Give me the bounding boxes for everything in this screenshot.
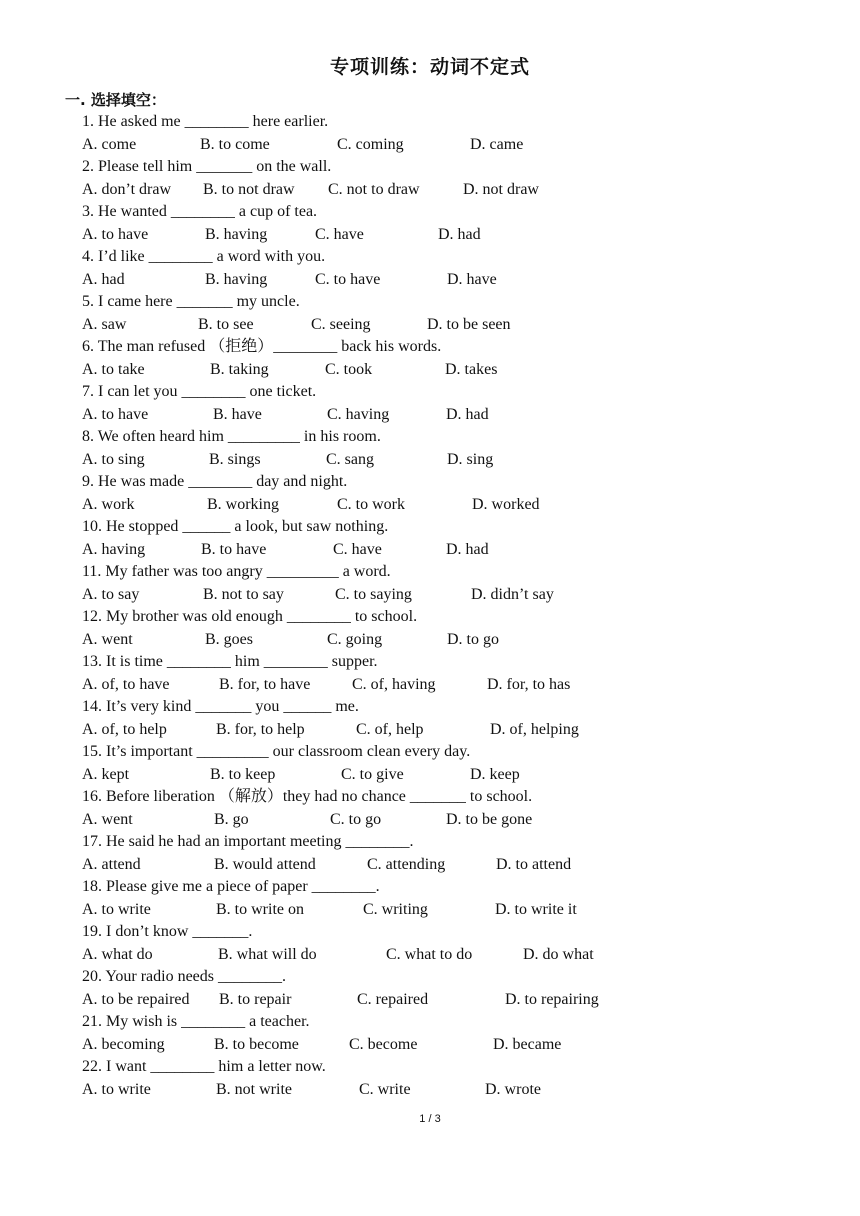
option-a: A. went: [82, 810, 133, 828]
question-item: [0, 786, 860, 831]
option-a: A. what do: [82, 945, 153, 963]
question-stem: 12. My brother was old enough ________ to school.: [82, 608, 418, 625]
option-a: A. to have: [82, 405, 149, 423]
option-b: B. to not draw: [203, 180, 295, 198]
option-d: D. came: [470, 135, 524, 153]
option-a: A. having: [82, 540, 146, 558]
option-c: C. have: [333, 540, 382, 558]
option-d: D. didn’t say: [471, 585, 554, 603]
question-stem: 21. My wish is ________ a teacher.: [82, 1013, 310, 1030]
question-item: [0, 516, 860, 561]
option-d: D. to repairing: [505, 990, 599, 1008]
option-d: D. to write it: [495, 900, 577, 918]
option-d: D. takes: [445, 360, 498, 378]
question-item: [0, 606, 860, 651]
option-b: B. sings: [209, 450, 261, 468]
option-a: A. work: [82, 495, 135, 513]
option-d: D. keep: [470, 765, 520, 783]
option-a: A. becoming: [82, 1035, 165, 1053]
option-c: C. going: [327, 630, 383, 648]
option-b: B. to see: [198, 315, 254, 333]
option-d: D. wrote: [485, 1080, 541, 1098]
question-stem: 3. He wanted ________ a cup of tea.: [82, 203, 318, 220]
option-c: C. to work: [337, 495, 405, 513]
option-a: A. to sing: [82, 450, 145, 468]
option-a: A. to say: [82, 585, 140, 603]
question-item: [0, 201, 860, 246]
option-a: A. kept: [82, 765, 130, 783]
option-b: B. to keep: [210, 765, 276, 783]
option-a: A. to take: [82, 360, 145, 378]
question-item: [0, 246, 860, 291]
option-d: D. had: [446, 540, 489, 558]
option-a: A. come: [82, 135, 137, 153]
option-b: B. to write on: [216, 900, 304, 918]
question-stem: 2. Please tell him _______ on the wall.: [82, 158, 332, 175]
option-c: C. having: [327, 405, 390, 423]
option-c: C. have: [315, 225, 364, 243]
option-c: C. of, having: [352, 675, 436, 693]
option-b: B. what will do: [218, 945, 317, 963]
option-d: D. to be gone: [446, 810, 533, 828]
option-d: D. of, helping: [490, 720, 579, 738]
question-item: [0, 696, 860, 741]
option-c: C. sang: [326, 450, 374, 468]
option-a: A. of, to help: [82, 720, 167, 738]
question-item: [0, 156, 860, 201]
question-item: [0, 381, 860, 426]
option-b: B. taking: [210, 360, 269, 378]
option-c: C. repaired: [357, 990, 429, 1008]
question-item: [0, 831, 860, 876]
question-stem: 10. He stopped ______ a look, but saw nothing.: [82, 518, 389, 535]
option-c: C. attending: [367, 855, 446, 873]
question-stem: 20. Your radio needs ________.: [82, 968, 286, 985]
question-item: [0, 651, 860, 696]
question-stem: 4. I’d like ________ a word with you.: [82, 248, 326, 265]
question-stem: 6. The man refused （拒绝）________ back his words.: [82, 338, 442, 355]
option-d: D. to go: [447, 630, 499, 648]
question-stem: 22. I want ________ him a letter now.: [82, 1058, 326, 1075]
option-b: B. to come: [200, 135, 270, 153]
page-title: 专项训练：动词不定式: [329, 56, 530, 78]
option-d: D. do what: [523, 945, 594, 963]
question-item: [0, 921, 860, 966]
option-a: A. went: [82, 630, 133, 648]
question-item: [0, 426, 860, 471]
option-b: B. to become: [214, 1035, 299, 1053]
question-stem: 8. We often heard him _________ in his room.: [82, 428, 381, 445]
option-c: C. of, help: [356, 720, 424, 738]
question-stem: 14. It’s very kind _______ you ______ me.: [82, 698, 359, 715]
option-d: D. to be seen: [427, 315, 511, 333]
question-stem: 19. I don’t know _______.: [82, 923, 253, 940]
option-b: B. not write: [216, 1080, 292, 1098]
option-d: D. to attend: [496, 855, 572, 873]
question-item: [0, 741, 860, 786]
question-stem: 7. I can let you ________ one ticket.: [82, 383, 317, 400]
question-item: [0, 1011, 860, 1056]
option-d: D. have: [447, 270, 497, 288]
question-stem: 18. Please give me a piece of paper ________.: [82, 878, 380, 895]
option-a: A. to write: [82, 1080, 151, 1098]
question-item: [0, 966, 860, 1011]
question-stem: 5. I came here _______ my uncle.: [82, 293, 300, 310]
option-b: B. go: [214, 810, 249, 828]
option-c: C. what to do: [386, 945, 473, 963]
section-heading: 一. 选择填空：: [65, 91, 166, 109]
option-d: D. sing: [447, 450, 494, 468]
question-item: [0, 1056, 860, 1101]
question-stem: 9. He was made ________ day and night.: [82, 473, 348, 490]
option-d: D. worked: [472, 495, 540, 513]
option-b: B. having: [205, 225, 268, 243]
option-d: D. had: [438, 225, 481, 243]
question-stem: 1. He asked me ________ here earlier.: [82, 113, 329, 130]
question-stem: 11. My father was too angry _________ a word.: [82, 563, 391, 580]
option-b: B. to repair: [219, 990, 292, 1008]
option-d: D. became: [493, 1035, 562, 1053]
question-item: [0, 336, 860, 381]
question-item: [0, 111, 860, 156]
option-b: B. would attend: [214, 855, 316, 873]
option-c: C. coming: [337, 135, 404, 153]
option-a: A. attend: [82, 855, 141, 873]
option-b: B. for, to help: [216, 720, 305, 738]
question-item: [0, 876, 860, 921]
option-a: A. saw: [82, 315, 127, 333]
question-item: [0, 561, 860, 606]
option-c: C. to give: [341, 765, 404, 783]
option-c: C. to go: [330, 810, 382, 828]
option-a: A. had: [82, 270, 125, 288]
option-b: B. to have: [201, 540, 267, 558]
option-c: C. become: [349, 1035, 418, 1053]
option-a: A. to write: [82, 900, 151, 918]
option-c: C. write: [359, 1080, 411, 1098]
option-c: C. to saying: [335, 585, 412, 603]
option-a: A. to have: [82, 225, 149, 243]
option-d: D. for, to has: [487, 675, 571, 693]
question-item: [0, 291, 860, 336]
option-b: B. having: [205, 270, 268, 288]
option-b: B. goes: [205, 630, 253, 648]
option-c: C. to have: [315, 270, 381, 288]
option-b: B. working: [207, 495, 279, 513]
question-list: [0, 111, 860, 1101]
option-c: C. took: [325, 360, 373, 378]
page-number: 1 / 3: [419, 1113, 441, 1125]
option-b: B. have: [213, 405, 262, 423]
question-stem: 16. Before liberation （解放）they had no chance _______ to school.: [82, 788, 533, 805]
question-stem: 13. It is time ________ him ________ supper.: [82, 653, 378, 670]
option-b: B. for, to have: [219, 675, 311, 693]
option-c: C. writing: [363, 900, 428, 918]
option-c: C. seeing: [311, 315, 371, 333]
question-stem: 15. It’s important _________ our classroom clean every day.: [82, 743, 471, 760]
option-c: C. not to draw: [328, 180, 420, 198]
question-item: [0, 471, 860, 516]
question-stem: 17. He said he had an important meeting ________.: [82, 833, 414, 850]
option-a: A. don’t draw: [82, 180, 172, 198]
option-b: B. not to say: [203, 585, 284, 603]
option-d: D. had: [446, 405, 489, 423]
option-a: A. to be repaired: [82, 990, 190, 1008]
option-a: A. of, to have: [82, 675, 170, 693]
option-d: D. not draw: [463, 180, 539, 198]
